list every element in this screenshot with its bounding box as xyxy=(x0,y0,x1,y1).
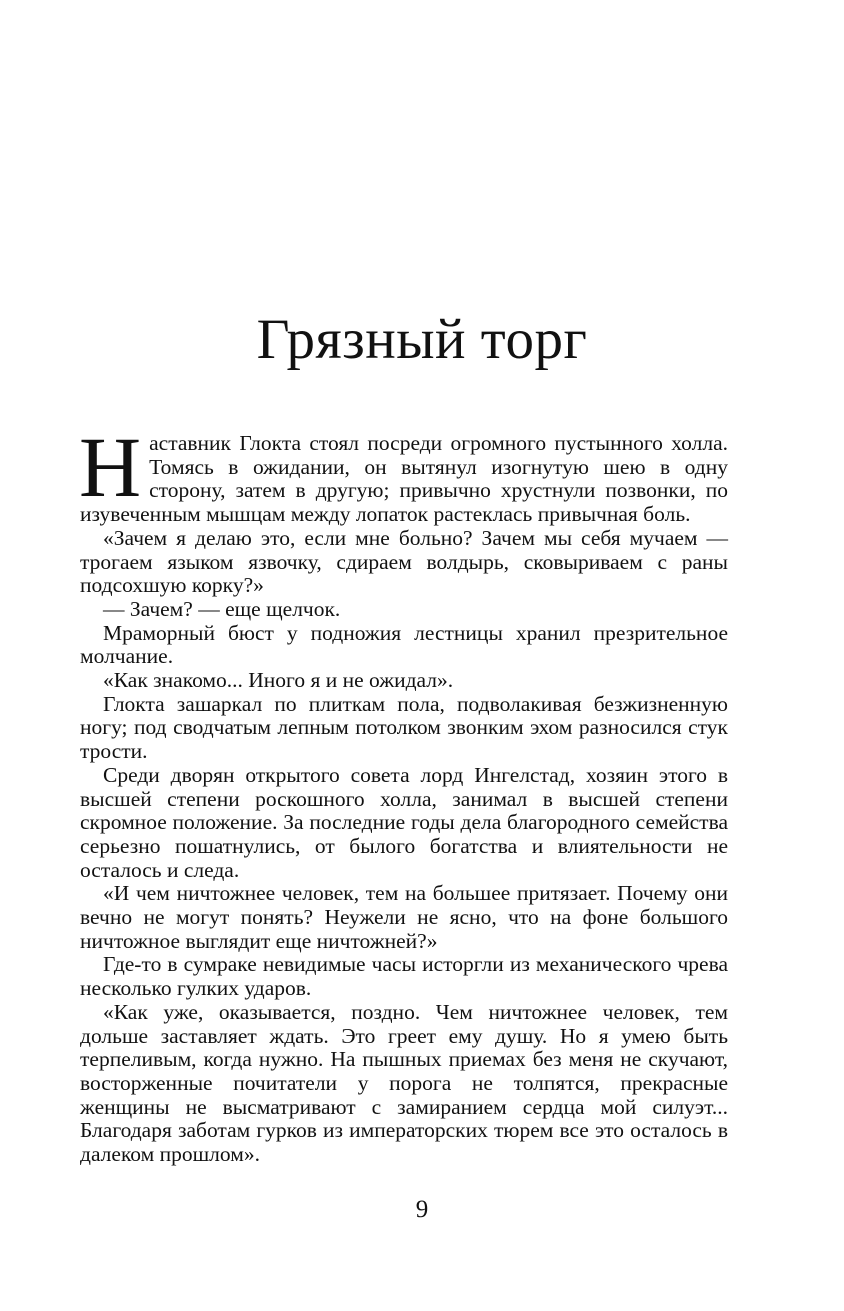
paragraph: Глокта зашаркал по плиткам пола, подволакивая безжизненную ногу; под сводчатым лепным потолком звонким эхом разносился стук трости. xyxy=(80,691,728,764)
paragraph: «И чем ничтожнее человек, тем на большее притязает. Почему они вечно не могут понять? Неужели не ясно, что на фоне большого ничтожное выглядит еще ничтожней?» xyxy=(80,881,728,953)
paragraph: — Зачем? — еще щелчок. xyxy=(103,596,341,621)
drop-cap: Н xyxy=(79,419,142,515)
paragraph: «Как знакомо... Иного я и не ожидал». xyxy=(103,668,454,693)
body-text xyxy=(79,419,728,1167)
paragraph: «Как уже, оказывается, поздно. Чем ничтожнее человек, тем дольше заставляет ждать. Это греет ему душу. Но я умею быть терпеливым, когда нужно. На пышных приемах без меня не скучают, восторженные почитатели у порога не толпятся, прекрасные женщины не высматривают с замиранием сердца мой силуэт... Благодаря заботам гурков из императорских тюрем все это осталось в далеком прошлом». xyxy=(80,999,728,1167)
paragraph: «Зачем я делаю это, если мне больно? Зачем мы себя мучаем — трогаем языком язвочку, сдираем волдырь, сковыриваем с раны подсохшую корку?» xyxy=(80,525,728,598)
page-number: 9 xyxy=(415,1196,429,1223)
paragraph: Где-то в сумраке невидимые часы исторгли из механического чрева несколько гулких ударов. xyxy=(80,952,728,1001)
paragraph: Мраморный бюст у подножия лестницы хранил презрительное молчание. xyxy=(80,620,728,669)
paragraph: Среди дворян открытого совета лорд Ингелстад, хозяин этого в высшей степени роскошного холла, занимал в высшей степени скромное положение. За последние годы дела благородного семейства серьезно пошатнулись, от былого богатства и влиятельности не осталось и следа. xyxy=(80,762,728,882)
paragraph-text: аставник Глокта стоял посреди огромного пустынного холла. Томясь в ожидании, он вытянул изогнутую шею в одну сторону, затем в другую; привычно хрустнули позвонки, по изувеченным мышцам между лопаток растеклась привычная боль. xyxy=(80,431,728,527)
paragraph-first xyxy=(79,419,728,527)
chapter-title: Грязный торг xyxy=(256,308,588,371)
